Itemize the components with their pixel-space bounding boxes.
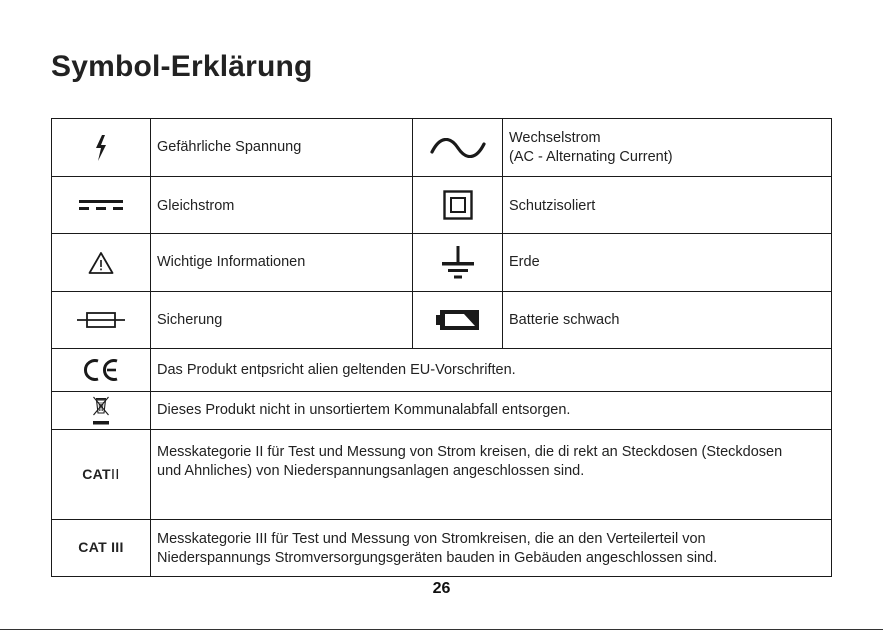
symbol-cell [52,177,151,234]
description-line: Messkategorie II für Test und Messung von Strom kreisen, die di rekt an Steckdosen (Steckdosen [157,444,783,460]
ground-icon [413,246,502,280]
description-line: Messkategorie III für Test und Messung von Stromkreisen, die an den Verteilerteil von [157,531,706,547]
table-row [52,349,832,392]
warning-triangle-icon [52,251,150,275]
low-battery-icon [413,309,502,331]
description-cell: Dieses Produkt nicht in unsortiertem Kommunalabfall entsorgen. [151,392,832,430]
symbol-cell [52,119,151,177]
table-row [52,234,832,292]
cat-iii-label: CAT III [78,539,124,555]
symbol-cell [52,430,151,520]
symbol-cell [413,119,503,177]
symbol-table [51,118,832,577]
symbol-cell [413,292,503,349]
description-cell: Gefährliche Spannung [151,119,413,177]
description-line: und Ahnliches) von Niederspannungsanlagen angeschlossen sind. [157,463,585,479]
sine-wave-icon [413,138,502,158]
page-title: Symbol-Erklärung [51,50,313,83]
symbol-cell [413,177,503,234]
symbol-cell [52,349,151,392]
description-cell: Wichtige Informationen [151,234,413,292]
description-cell: Sicherung [151,292,413,349]
description-cell [503,119,832,177]
description-line: (AC - Alternating Current) [509,148,673,165]
fuse-icon [52,310,150,330]
crossed-bin-icon [52,396,150,426]
table-row [52,292,832,349]
description-cell [151,520,832,577]
symbol-cell [52,292,151,349]
description-cell: Erde [503,234,832,292]
table-row [52,177,832,234]
description-cell: Schutzisoliert [503,177,832,234]
description-cell [151,430,832,520]
symbol-cell [52,392,151,430]
table-row [52,430,832,520]
page-number: 26 [432,580,451,597]
direct-current-icon [52,198,150,212]
description-cell: Das Produkt entpsricht alien geltenden EU-Vorschriften. [151,349,832,392]
description-line: Wechselstrom [509,129,601,146]
ce-mark-icon [52,358,150,382]
cat-ii-prefix: CAT [82,465,111,482]
symbol-cell [52,520,151,577]
lightning-bolt-icon [52,135,150,161]
description-cell: Batterie schwach [503,292,832,349]
cat-ii-label [82,466,120,482]
table-row [52,119,832,177]
description-cell: Gleichstrom [151,177,413,234]
table-row [52,520,832,577]
table-row [52,392,832,430]
bottom-rule [0,629,883,630]
symbol-cell [413,234,503,292]
description-line: Niederspannungs Stromversorgungsgeräten bauden in Gebäuden angeschlossen sind. [157,550,718,566]
double-square-icon [413,190,502,220]
symbol-cell [52,234,151,292]
cat-ii-roman: II [110,465,120,483]
